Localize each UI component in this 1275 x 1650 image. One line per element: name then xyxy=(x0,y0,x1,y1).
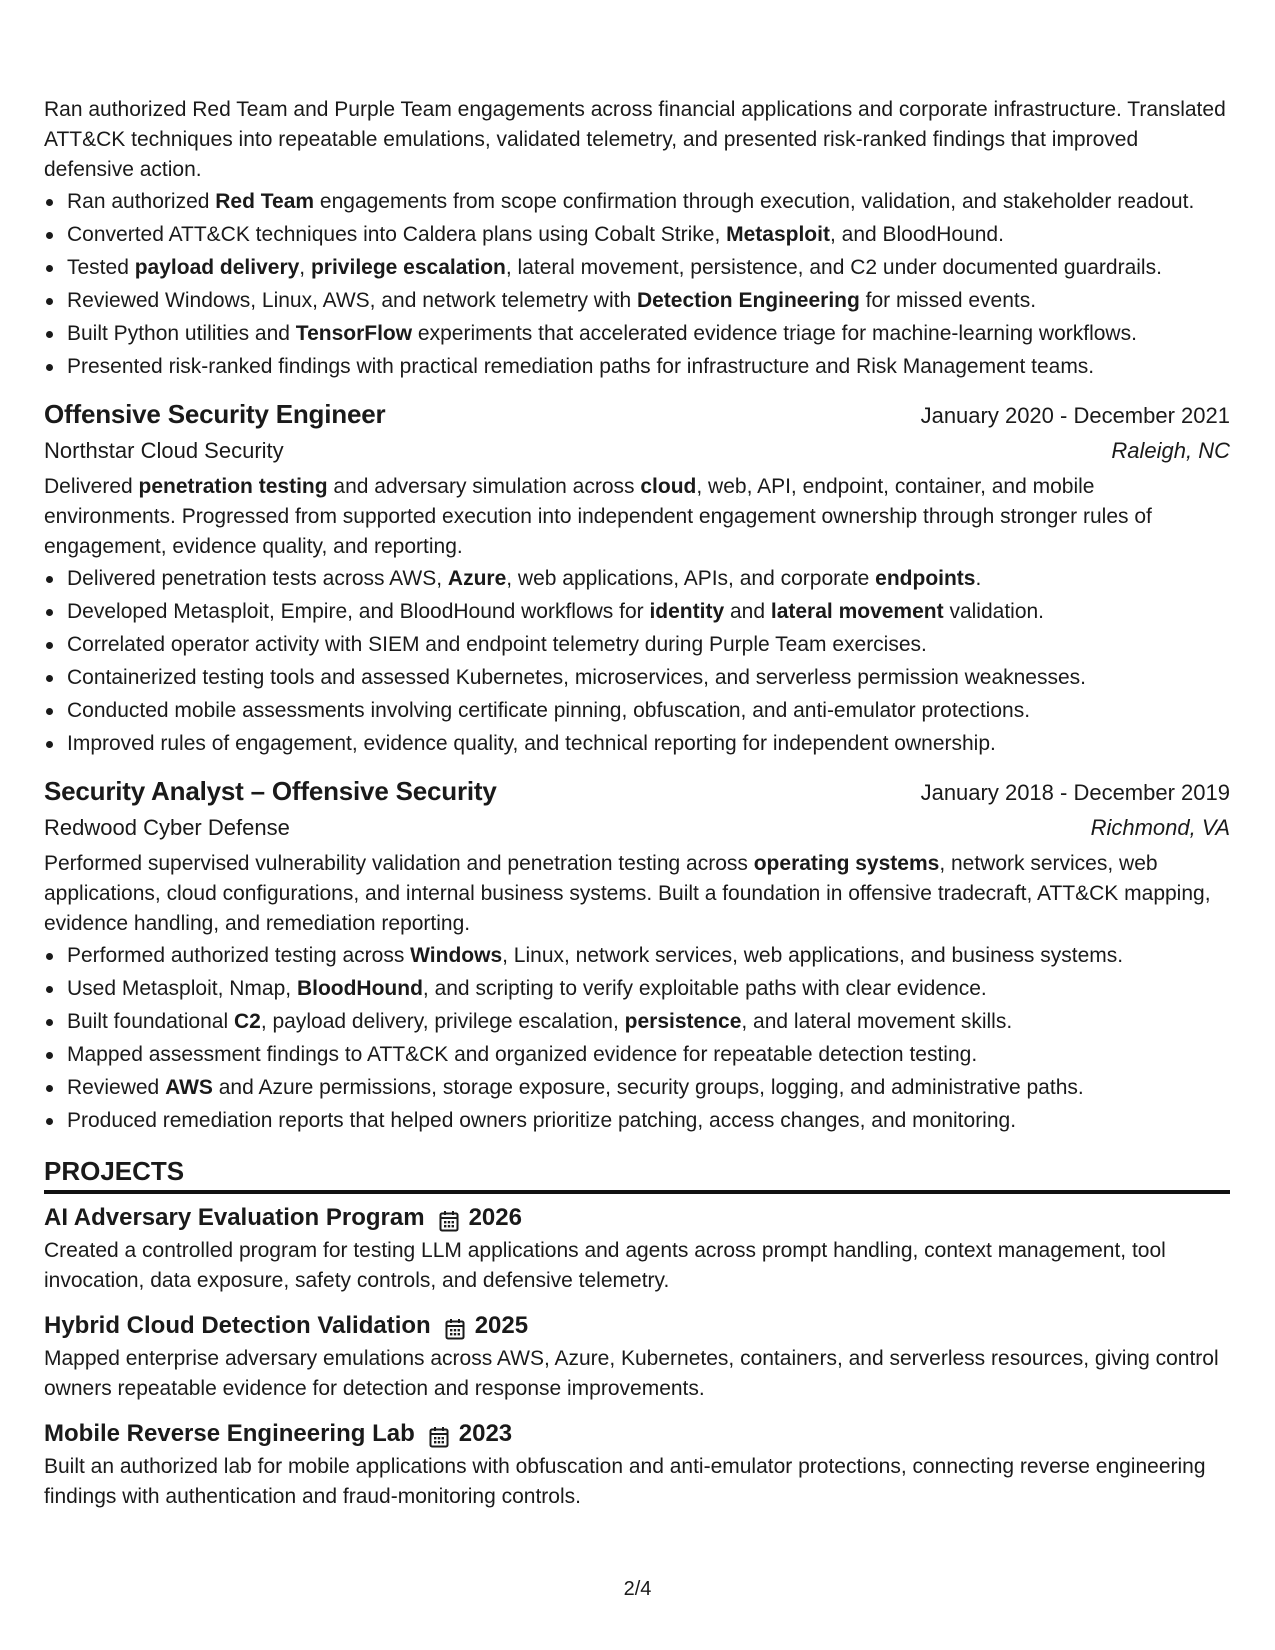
bold-keyword: C2 xyxy=(233,1010,261,1033)
bullet-list xyxy=(44,941,1230,1136)
text-run: Tested xyxy=(67,256,135,279)
text-run: Ran authorized xyxy=(67,190,216,213)
bullet-item xyxy=(44,663,1230,693)
text-run: Produced remediation reports that helped owners prioritize patching, access changes, and monitoring. xyxy=(67,1109,1017,1132)
bullet-item xyxy=(44,352,1230,382)
experience-entry xyxy=(44,396,1230,759)
job-title: Offensive Security Engineer xyxy=(44,399,386,429)
project-name: AI Adversary Evaluation Program xyxy=(44,1204,425,1231)
bold-keyword: endpoints xyxy=(875,567,976,590)
bullet-item xyxy=(44,1040,1230,1070)
project-year: 2025 xyxy=(474,1312,529,1339)
text-run: and xyxy=(724,600,771,623)
project-header xyxy=(44,1308,1230,1344)
bold-keyword: Detection Engineering xyxy=(636,289,860,312)
section-title-projects: PROJECTS xyxy=(44,1154,1230,1194)
experience-entry-continued xyxy=(44,95,1230,382)
bold-keyword: identity xyxy=(649,600,725,623)
bullet-item xyxy=(44,941,1230,971)
project-entry xyxy=(44,1200,1230,1296)
text-run: and adversary simulation across xyxy=(327,475,641,498)
bullet-item xyxy=(44,597,1230,627)
resume-content xyxy=(44,95,1230,1524)
project-description: Mapped enterprise adversary emulations across AWS, Azure, Kubernetes, containers, and serverless resources, giving control owners repeatable evidence for detection and response improvements. xyxy=(44,1347,1219,1400)
job-summary xyxy=(44,472,1230,562)
bullet-item xyxy=(44,630,1230,660)
calendar-icon xyxy=(429,1423,449,1445)
text-run: and Azure permissions, storage exposure, security groups, logging, and administrative paths. xyxy=(212,1076,1084,1099)
bullet-item xyxy=(44,1007,1230,1037)
bullet-item xyxy=(44,696,1230,726)
bullet-list xyxy=(44,187,1230,382)
project-entry xyxy=(44,1416,1230,1512)
project-description: Created a controlled program for testing LLM applications and agents across prompt handling, context management, tool invocation, data exposure, safety controls, and defensive telemetry. xyxy=(44,1239,1166,1292)
text-run: Mapped assessment findings to ATT&CK and organized evidence for repeatable detection testing. xyxy=(67,1043,978,1066)
project-entry xyxy=(44,1308,1230,1404)
text-run: , and lateral movement skills. xyxy=(741,1010,1013,1033)
text-run: Converted ATT&CK techniques into Caldera plans using Cobalt Strike, xyxy=(67,223,727,246)
text-run: . xyxy=(975,567,982,590)
bold-keyword: AWS xyxy=(165,1076,213,1099)
text-run: , xyxy=(299,256,311,279)
text-run: Delivered xyxy=(44,475,139,498)
project-description: Built an authorized lab for mobile applications with obfuscation and anti-emulator protections, connecting reverse engineering findings with authentication and fraud-monitoring controls. xyxy=(44,1455,1206,1508)
project-year: 2023 xyxy=(458,1420,513,1447)
job-location: Raleigh, NC xyxy=(1111,438,1230,463)
project-year: 2026 xyxy=(468,1204,522,1231)
text-run: Containerized testing tools and assessed Kubernetes, microservices, and serverless permission weaknesses. xyxy=(67,666,1086,689)
company-name: Northstar Cloud Security xyxy=(44,438,284,463)
text-run: Performed supervised vulnerability validation and penetration testing across xyxy=(44,852,754,875)
text-run: , Linux, network services, web applications, and business systems. xyxy=(502,944,1124,967)
text-run: , and BloodHound. xyxy=(829,223,1004,246)
bullet-item xyxy=(44,286,1230,316)
text-run: Delivered penetration tests across AWS, xyxy=(67,567,448,590)
text-run: experiments that accelerated evidence triage for machine-learning workflows. xyxy=(412,322,1137,345)
text-run: Conducted mobile assessments involving certificate pinning, obfuscation, and anti-emulator protections. xyxy=(67,699,1031,722)
text-run: Improved rules of engagement, evidence quality, and technical reporting for independent ownership. xyxy=(67,732,996,755)
text-run: Used Metasploit, Nmap, xyxy=(67,977,297,1000)
text-run: , payload delivery, privilege escalation, xyxy=(260,1010,625,1033)
project-name: Hybrid Cloud Detection Validation xyxy=(44,1312,431,1339)
text-run: Reviewed Windows, Linux, AWS, and network telemetry with xyxy=(67,289,637,312)
text-run: validation. xyxy=(943,600,1045,623)
text-run: Developed Metasploit, Empire, and BloodHound workflows for xyxy=(67,600,650,623)
bold-keyword: Azure xyxy=(447,567,507,590)
job-title: Security Analyst – Offensive Security xyxy=(44,776,497,806)
bold-keyword: payload delivery xyxy=(134,256,300,279)
job-summary: Ran authorized Red Team and Purple Team engagements across financial applications and corporate infrastructure. Translated ATT&CK techniques into repeatable emulations, validated telemetry, and presented risk-ranked findings that improved defensive action. xyxy=(44,98,1226,181)
bold-keyword: operating systems xyxy=(753,852,940,875)
text-run: , and scripting to verify exploitable paths with clear evidence. xyxy=(422,977,987,1000)
text-run: , lateral movement, persistence, and C2 under documented guardrails. xyxy=(505,256,1162,279)
bold-keyword: persistence xyxy=(624,1010,742,1033)
job-dates: January 2018 - December 2019 xyxy=(920,780,1230,805)
text-run: Presented risk-ranked findings with practical remediation paths for infrastructure and Risk Management teams. xyxy=(67,355,1095,378)
job-summary xyxy=(44,849,1230,939)
bullet-item xyxy=(44,1106,1230,1136)
project-name: Mobile Reverse Engineering Lab xyxy=(44,1420,415,1447)
text-run: Reviewed xyxy=(67,1076,166,1099)
job-location: Richmond, VA xyxy=(1090,815,1230,840)
bold-keyword: Red Team xyxy=(215,190,315,213)
projects-list xyxy=(44,1200,1230,1512)
bullet-item xyxy=(44,319,1230,349)
text-run: Correlated operator activity with SIEM and endpoint telemetry during Purple Team exercises. xyxy=(67,633,927,656)
bold-keyword: Windows xyxy=(410,944,503,967)
bold-keyword: privilege escalation xyxy=(310,256,506,279)
calendar-icon xyxy=(445,1315,465,1337)
bullet-item xyxy=(44,253,1230,283)
project-header xyxy=(44,1416,1230,1452)
bold-keyword: BloodHound xyxy=(296,977,423,1000)
job-dates: January 2020 - December 2021 xyxy=(920,403,1230,428)
bullet-item xyxy=(44,729,1230,759)
bullet-item xyxy=(44,564,1230,594)
bullet-item xyxy=(44,220,1230,250)
text-run: engagements from scope confirmation through execution, validation, and stakeholder readout. xyxy=(314,190,1195,213)
text-run: Built Python utilities and xyxy=(67,322,296,345)
bullet-list xyxy=(44,564,1230,759)
text-run: Performed authorized testing across xyxy=(67,944,411,967)
bullet-item xyxy=(44,1073,1230,1103)
bold-keyword: TensorFlow xyxy=(295,322,413,345)
bullet-item xyxy=(44,974,1230,1004)
calendar-icon xyxy=(439,1207,459,1229)
text-run: for missed events. xyxy=(859,289,1037,312)
experience-entry xyxy=(44,773,1230,1136)
text-run: , web, API, endpoint, container, and mobile environments. Progressed from supported execution into independent engagement ownership through stronger rules of engagement, evidence quality, and reporting. xyxy=(44,475,1152,558)
bold-keyword: lateral movement xyxy=(770,600,944,623)
project-header xyxy=(44,1200,1230,1236)
text-run: , web applications, APIs, and corporate xyxy=(506,567,876,590)
text-run: Built foundational xyxy=(67,1010,234,1033)
bold-keyword: penetration testing xyxy=(138,475,328,498)
bold-keyword: Metasploit xyxy=(726,223,830,246)
company-name: Redwood Cyber Defense xyxy=(44,815,290,840)
bullet-item xyxy=(44,187,1230,217)
page-number: 2/4 xyxy=(623,1578,652,1600)
text-run: , network services, web applications, cloud configurations, and internal business systems. Built a foundation in offensive tradecraft, ATT&CK mapping, evidence handling, and remediation reporting. xyxy=(44,852,1211,935)
bold-keyword: cloud xyxy=(640,475,697,498)
